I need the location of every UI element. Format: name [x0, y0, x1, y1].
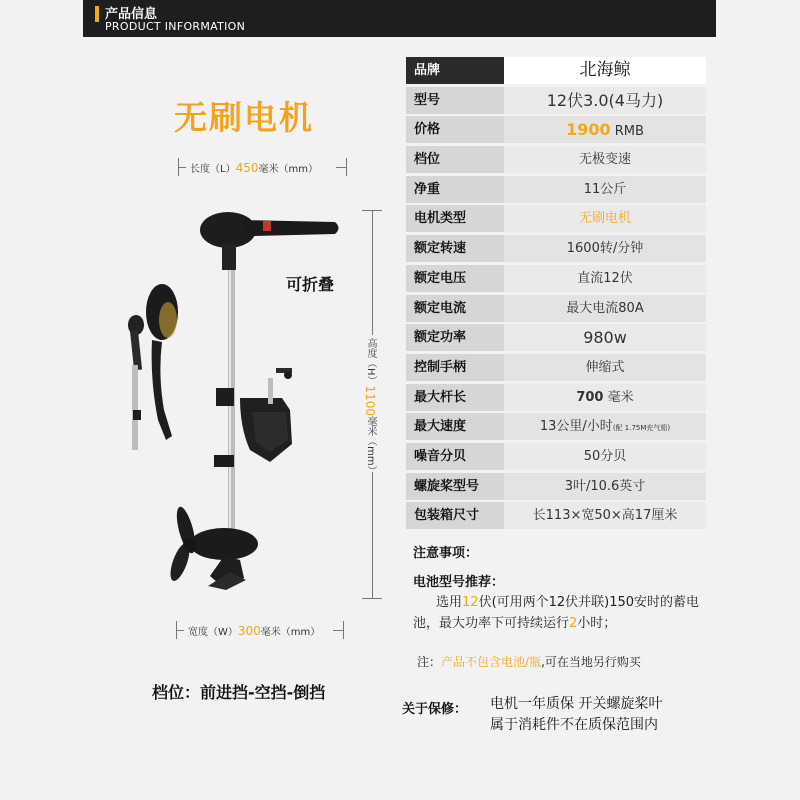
spec-label: 型号	[406, 87, 504, 114]
spec-label: 噪音分贝	[406, 443, 504, 470]
spec-value	[504, 384, 706, 411]
battery-text-1: 选用	[436, 595, 463, 610]
spec-label: 价格	[406, 116, 504, 143]
spec-value: 无极变速	[578, 152, 631, 168]
spec-value: 北海鲸	[504, 57, 706, 84]
warranty-label: 关于保修：	[402, 702, 468, 717]
header-title-en: PRODUCT INFORMATION	[105, 20, 246, 33]
spec-row-package-size	[406, 502, 706, 529]
spec-label: 额定电流	[406, 295, 504, 322]
price-unit: RMB	[614, 124, 644, 140]
spec-row-rated-voltage	[406, 265, 706, 292]
battery-not-included-note	[417, 653, 641, 670]
battery-text	[413, 592, 713, 634]
spec-row-noise	[406, 443, 706, 470]
spec-row-rated-speed	[406, 235, 706, 262]
spec-value: 无刷电机	[578, 211, 631, 227]
spec-label: 控制手柄	[406, 354, 504, 381]
spec-value	[504, 413, 706, 440]
height-value: 1100	[363, 385, 377, 417]
spec-value: 50分贝	[583, 448, 627, 464]
spec-row-model	[406, 87, 706, 114]
height-suffix: 毫米（mm）	[365, 416, 376, 476]
spec-row-control-handle	[406, 354, 706, 381]
width-value: 300	[237, 624, 261, 638]
spec-label: 电机类型	[406, 205, 504, 232]
spec-label: 螺旋桨型号	[406, 473, 504, 500]
spec-row-max-shaft-length	[406, 384, 706, 411]
height-prefix: 高度（H）	[365, 338, 376, 386]
note-orange: 产品不包含电池/瓶	[441, 655, 542, 669]
spec-label: 额定电压	[406, 265, 504, 292]
spec-value: 直流12伏	[577, 270, 633, 286]
folded-motor-image	[128, 284, 178, 450]
price-value: 1900	[566, 120, 611, 140]
battery-title: 电池型号推荐：	[413, 575, 505, 590]
max-speed-value: 13公里/小时	[539, 419, 613, 435]
spec-value: 长113×宽50×高17厘米	[532, 508, 678, 524]
spec-row-gear	[406, 146, 706, 173]
spec-row-motor-type	[406, 205, 706, 232]
width-suffix: 毫米（mm）	[260, 627, 321, 638]
max-speed-note: (配 1.75M充气船)	[612, 424, 671, 433]
spec-label: 净重	[406, 176, 504, 203]
spec-value: 最大电流80A	[566, 300, 644, 316]
spec-label: 额定转速	[406, 235, 504, 262]
spec-row-price	[406, 116, 706, 143]
spec-label: 额定功率	[406, 324, 504, 351]
spec-label: 最大速度	[406, 413, 504, 440]
notes-title: 注意事项：	[413, 546, 479, 561]
warranty-text: 电机一年质保 开关螺旋桨叶属于消耗件不在质保范围内	[490, 696, 663, 733]
spec-label: 档位	[406, 146, 504, 173]
product-title: 无刷电机	[174, 98, 314, 137]
width-prefix: 宽度（W）	[188, 627, 238, 638]
foldable-label: 可折叠	[286, 275, 335, 294]
spec-label: 品牌	[406, 57, 504, 84]
spec-label: 最大杆长	[406, 384, 504, 411]
spec-table	[406, 57, 706, 532]
spec-row-rated-power	[406, 324, 706, 351]
header-title-cn: 产品信息	[105, 7, 158, 22]
spec-row-rated-current	[406, 295, 706, 322]
spec-value: 3叶/10.6英寸	[564, 478, 646, 494]
shaft-length-value: 700	[576, 389, 604, 405]
spec-label: 包装箱尺寸	[406, 502, 504, 529]
spec-value: 1600转/分钟	[566, 241, 644, 257]
spec-row-max-speed	[406, 413, 706, 440]
spec-row-weight	[406, 176, 706, 203]
gear-positions-label: 档位：前进挡-空挡-倒挡	[152, 683, 326, 702]
length-suffix: 毫米（mm）	[258, 164, 318, 175]
shaft-length-unit: 毫米	[607, 389, 634, 405]
spec-value	[504, 116, 706, 143]
spec-value: 11公斤	[583, 181, 627, 197]
length-value: 450	[235, 161, 259, 175]
note-label: 注：	[417, 655, 442, 669]
outboard-motor-image	[0, 0, 400, 640]
battery-voltage: 12	[462, 595, 479, 610]
spec-row-propeller	[406, 473, 706, 500]
spec-value: 12伏3.0(4马力)	[546, 90, 664, 110]
battery-text-2: 伏(可用两个12伏并联)150安时的蓄电池，最大功率下可持续运行	[413, 595, 700, 631]
spec-value: 980w	[583, 328, 627, 348]
main-motor-image	[167, 212, 339, 590]
battery-text-3: 小时；	[577, 616, 617, 631]
battery-hours: 2	[569, 616, 578, 631]
length-prefix: 长度（L）	[190, 164, 236, 175]
spec-value: 伸缩式	[585, 359, 625, 375]
spec-row-brand	[406, 57, 706, 84]
note-rest: ,可在当地另行购买	[541, 655, 641, 669]
